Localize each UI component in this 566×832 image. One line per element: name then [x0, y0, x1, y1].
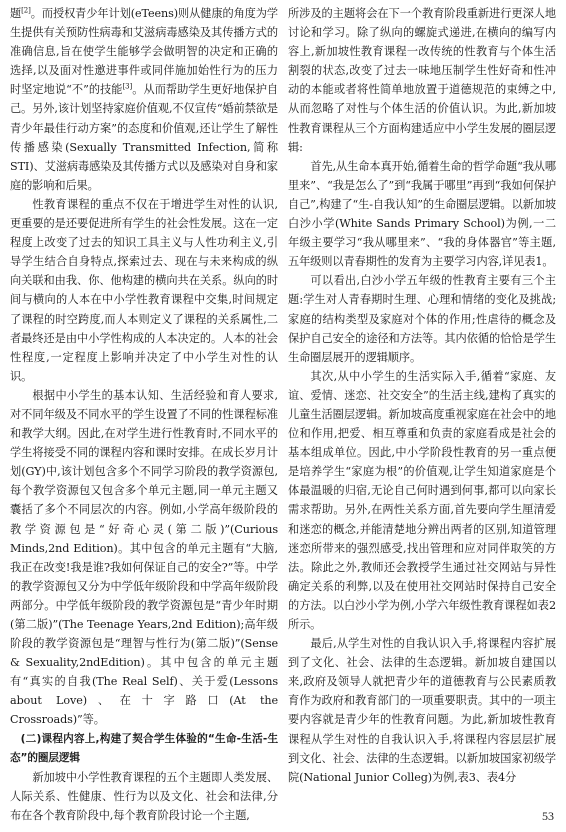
page-number: 53	[542, 809, 554, 823]
text-run: 题	[10, 7, 22, 20]
right-column	[288, 4, 556, 787]
text-run: 。从而帮助学生更好地保护自己。另外,该计划坚持家庭价值观,不仅宣传“婚前禁欲是青少年最佳行动方案”的态度和价值观,还让学生了解性传播感染(Sexually Transmitted Infection,简称STI)、艾滋病毒感染及其传播方式以及感染对自身和家庭的影响和后果。	[10, 83, 278, 192]
paragraph: 其次,从中小学生的生活实际入手,循着“家庭、友谊、爱情、迷恋、社交安全”的生活主线,建构了真实的儿童生活圈层逻辑。新加坡高度重视家庭在社会中的地位和作用,把爱、相互尊重和负责的家庭看成是社会的基本组成单位。因此,中小学阶段性教育的另一重点便是培养学生“家庭为根”的价值观,让学生知道家庭是个体最温暖的归宿,无论自己何时遇到何事,都可以向家长需求帮助。另外,在两性关系方面,首先要向学生厘清爱和迷恋的概念,并能清楚地分辨出两者的区别,知道管理迷恋所带来的强烈感受,找出管理和应对同伴取笑的方法。除此之外,教师还会教授学生通过社交网站与异性确定关系的利弊,以及在使用社交网站时保持自己安全的方法。以白沙小学为例,小学六年级性教育课程如表2所示。	[288, 369, 556, 631]
citation-marker: [2]	[21, 6, 31, 15]
paragraph: 可以看出,白沙小学五年级的性教育主要有三个主题:学生对人青春期时生理、心理和情绪的变化及挑战;家庭的结构类型及家庭对个体的作用;性虐待的概念及保护自己安全的途径和方法等。其内依循的恰恰是学生生命圈层展开的逻辑顺序。	[288, 274, 556, 364]
paragraph	[10, 4, 278, 195]
citation-marker: [3]	[122, 82, 133, 91]
left-column	[10, 4, 278, 825]
paragraph: 新加坡中小学性教育课程的五个主题即人类发展、人际关系、性健康、性行为以及文化、社会和法律,分布在各个教育阶段中,每个教育阶段讨论一个主题,	[10, 770, 278, 822]
paragraph: 所涉及的主题将会在下一个教育阶段重新进行更深人地讨论和学习。除了纵向的螺旋式递进,在横向的编写内容上,新加坡性教育课程一改传统的性教育与个体生活割裂的状态,改变了过去一味地压制学生性好奇和性冲动的本能或者将性简单地放置于道德规范的束缚之中,从而忽略了对性与个体生活的价值认识。为此,新加坡性教育课程从三个方面构建适应中小学生发展的圈层逻辑:	[288, 7, 556, 154]
paragraph: 首先,从生命本真开始,循着生命的哲学命题“我从哪里来”、“我是怎么了”到“我属于哪里”再到“我如何保护自己”,构建了“生-自我认知”的生命圈层逻辑。以新加坡白沙小学(White Sands Primary School)为例,一二年级主要学习“我从哪里来”、“我的身体器官”等主题,五年级则以青春期性的发育为主要学习内容,详见表1。	[288, 159, 556, 269]
paragraph: 性教育课程的重点不仅在于增进学生对性的认识,更重要的是还要促进所有学生的社会性发展。这在一定程度上改变了过去的知识工具主义与人性功利主义,引导学生结合自身特点,探索过去、现在与未来构成的纵向关联和由我、你、他构建的横向共在关系。纵向的时间与横向的人本在中小学性教育课程中交集,时间规定了课程的时空跨度,而人本则定义了课程的关系属性,二者最终还是由中小学性构成的人本决定的。人本的社会性程度,一定程度上影响并决定了中小学生对性的认识。	[10, 197, 278, 383]
section-heading: (二)课程内容上,构建了契合学生体验的“生命-生活-生态”的圈层逻辑	[10, 732, 278, 764]
paragraph: 根据中小学生的基本认知、生活经验和育人要求,对不同年级及不同水平的学生设置了不同的性课程标准和教学大纲。因此,在对学生进行性教育时,不同水平的学生将接受不同的课程内容和课时安排。在成长岁月计划(GY)中,该计划包含多个不同学习阶段的教学资源包,每个教学资源包又包含多个单元主题,同一单元主题又囊括了多个不同层次的内容。例如,小学高年级阶段的教学资源包是“好奇心灵(第二版)”(Curious Minds,2nd Edition)。其中包含的单元主题有“大脑,我正在改变!我是谁?我如何保证自己的安全?”等。中学的教学资源包又分为中学低年级阶段和中学高年级阶段两部分。中学低年级阶段的教学资源包是“青少年时期(第二版)”(The Teenage Years,2nd Edition);高年级阶段的教学资源包是“理智与性行为(第二版)”(Sense & Sexuality,2ndEdition)。其中包含的单元主题有“真实的自我(The Real Self)、关于爱(Lessons about Love)、在十字路口(At the Crossroads)”等。	[10, 388, 278, 727]
text-run: 。而授权青少年计划(eTeens)则从健康的角度为学生提供有关预防性病毒和艾滋病毒感染及其传播方式的准确信息,旨在使学生能够学会做明智的决定和正确的选择,以及面对性邀进事件或同伴施加始性行为的压力时坚定地说“不”的技能	[10, 7, 278, 97]
paragraph: 最后,从学生对性的自我认识入手,将课程内容扩展到了文化、社会、法律的生态逻辑。新加坡自建国以来,政府及领导人就把青少年的道德教育与公民素质教育作为政府和教育部门的一项重要职责。其中的一项主要内容就是青少年的性教育问题。为此,新加坡性教育课程从学生对性的自我认识入手,将课程内容层层扩展到文化、社会、法律的生态逻辑。以新加坡国家初级学院(National Junior Colleg)为例,表3、表4分	[288, 637, 556, 784]
